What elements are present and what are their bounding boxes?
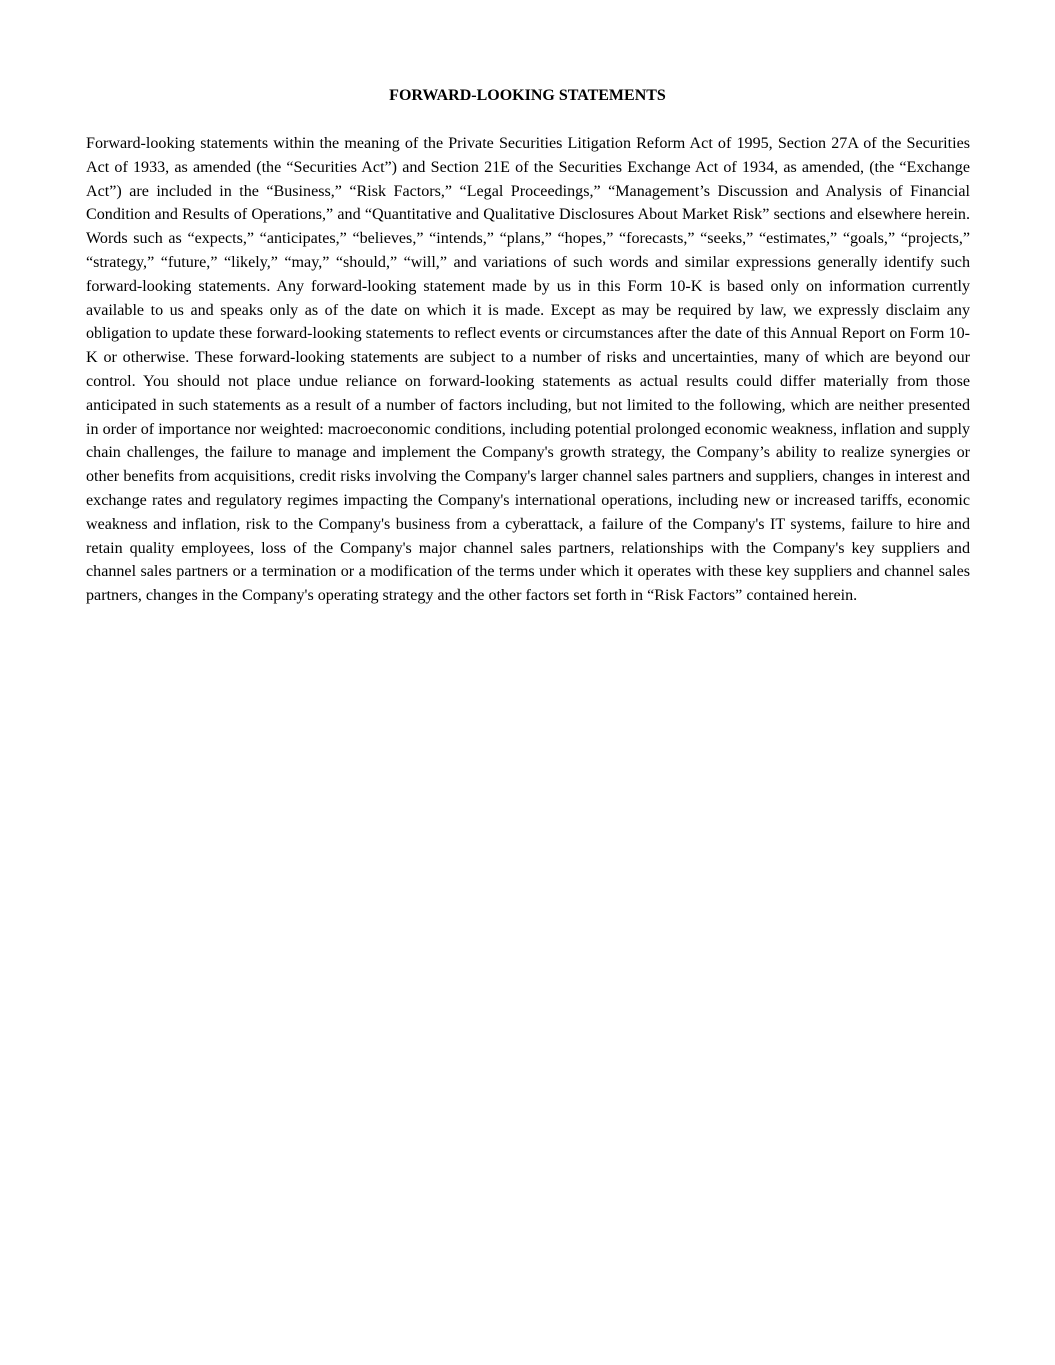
- section-heading: FORWARD-LOOKING STATEMENTS: [389, 87, 666, 104]
- body-paragraph: Forward-looking statements within the meaning of the Private Securities Litigation Reform Act of 1995, Section 27A of the Securities Act of 1933, as amended (the “Securities Act”) and Section 21E of the Securities Exchange Act of 1934, as amended, (the “Exchange Act”) are included in the “Business,” “Risk Factors,” “Legal Proceedings,” “Management’s Discussion and Analysis of Financial Condition and Results of Operations,” and “Quantitative and Qualitative Disclosures About Market Risk” sections and elsewhere herein. Words such as “expects,” “anticipates,” “believes,” “intends,” “plans,” “hopes,” “forecasts,” “seeks,” “estimates,” “goals,” “projects,” “strategy,” “future,” “likely,” “may,” “should,” “will,” and variations of such words and similar expressions generally identify such forward-looking statements. Any forward-looking statement made by us in this Form 10-K is based only on information currently available to us and speaks only as of the date on which it is made. Except as may be required by law, we expressly disclaim any obligation to update these forward-looking statements to reflect events or circumstances after the date of this Annual Report on Form 10-K or otherwise. These forward-looking statements are subject to a number of risks and uncertainties, many of which are beyond our control. You should not place undue reliance on forward-looking statements as actual results could differ materially from those anticipated in such statements as a result of a number of factors including, but not limited to the following, which are neither presented in order of importance nor weighted: macroeconomic conditions, including potential prolonged economic weakness, inflation and supply chain challenges, the failure to manage and implement the Company's growth strategy, the Company’s ability to realize synergies or other benefits from acquisitions, credit risks involving the Company's larger channel sales partners and suppliers, changes in interest and exchange rates and regulatory regimes impacting the Company's international operations, including new or increased tariffs, economic weakness and inflation, risk to the Company's business from a cyberattack, a failure of the Company's IT systems, failure to hire and retain quality employees, loss of the Company's major channel sales partners, relationships with the Company's key suppliers and channel sales partners or a termination or a modification of the terms under which it operates with these key suppliers and channel sales partners, changes in the Company's operating strategy and the other factors set forth in “Risk Factors” contained herein.: [86, 135, 970, 605]
